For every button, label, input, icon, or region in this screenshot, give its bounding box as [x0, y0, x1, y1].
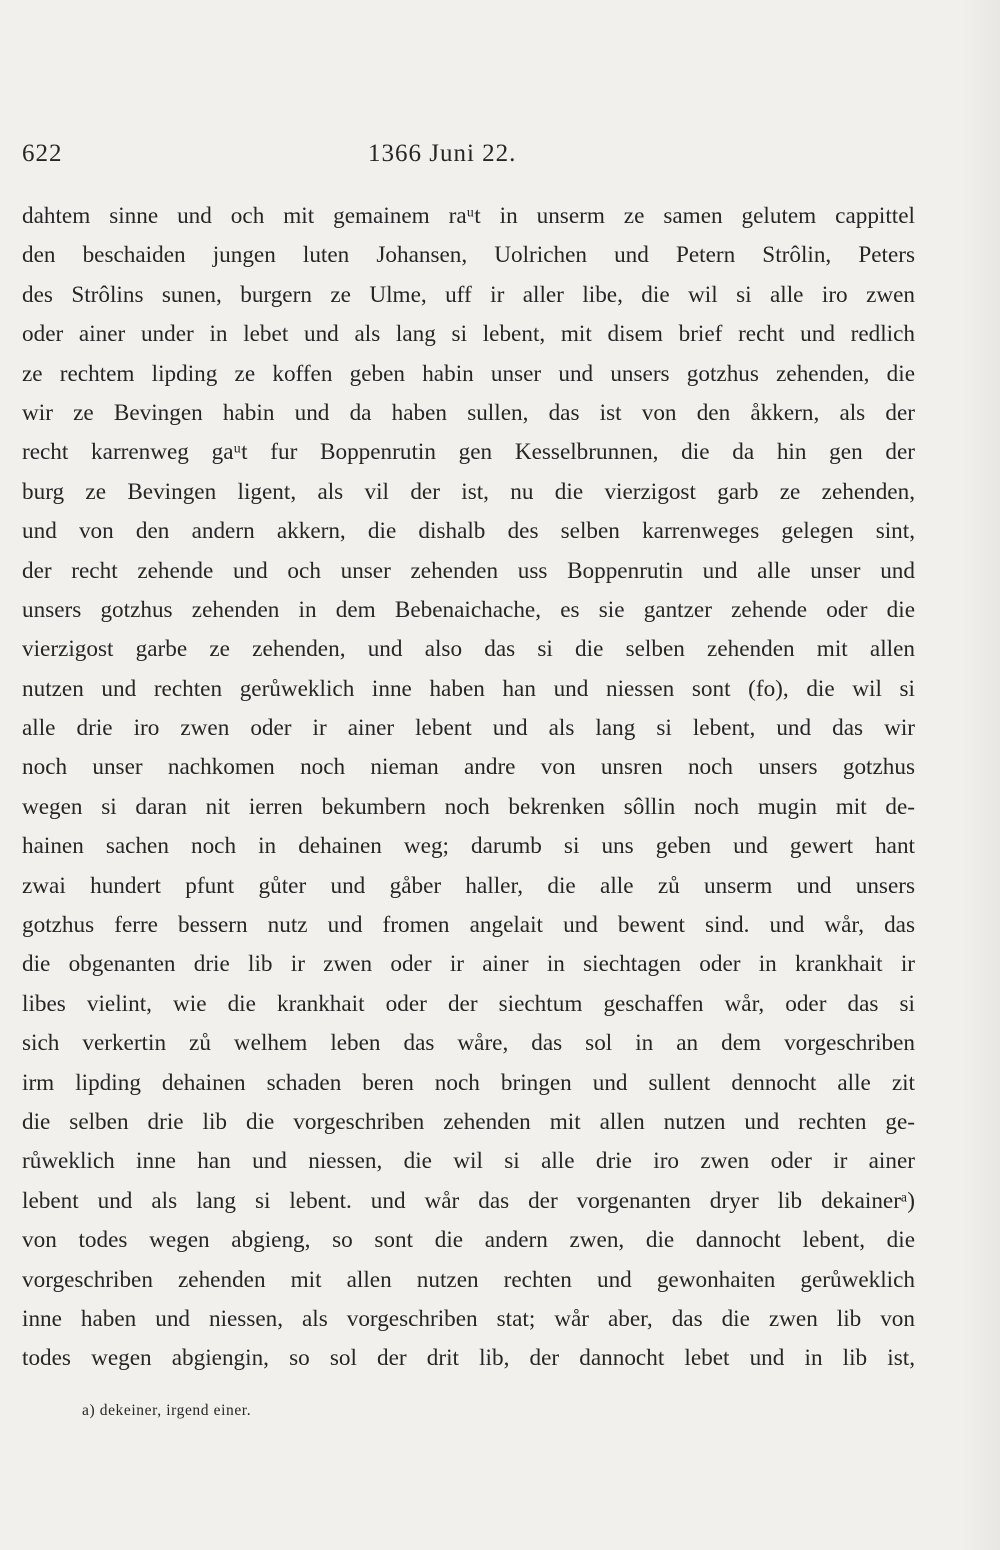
text-line: wegen si daran nit ierren bekumbern noch bekrenken sôllin noch mugin mit de-	[22, 793, 915, 820]
text-line: todes wegen abgiengin, so sol der drit lib, der dannocht lebet und in lib ist,	[22, 1345, 915, 1372]
text-line: der recht zehende und och unser zehenden uss Boppenrutin und alle unser und	[22, 557, 915, 584]
text-line: dahtem sinne und och mit gemainem raᵘt in unserm ze samen gelutem cappittel	[22, 203, 915, 229]
text-line: gotzhus ferre bessern nutz und fromen angelait und bewent sind. und wår, das	[22, 912, 915, 939]
text-line: lebent und als lang si lebent. und wår das der vorgenanten dryer lib dekainerᵃ)	[22, 1187, 915, 1214]
text-line: zwai hundert pfunt gůter und gåber haller, die alle zů unserm und unsers	[22, 872, 915, 899]
footnote: a) dekeiner, irgend einer.	[82, 1402, 252, 1419]
text-line: ze rechtem lipding ze koffen geben habin unser und unsers gotzhus zehenden, die	[22, 360, 915, 387]
page-number: 622	[22, 140, 63, 167]
text-line: wir ze Bevingen habin und da haben sullen, das ist von den åkkern, als der	[22, 399, 915, 426]
text-line: vorgeschriben zehenden mit allen nutzen rechten und gewonhaiten gerůweklich	[22, 1266, 915, 1293]
text-line: oder ainer under in lebet und als lang si lebent, mit disem brief recht und redlich	[22, 321, 915, 348]
text-line: sich verkertin zů welhem leben das wåre, das sol in an dem vorgeschriben	[22, 1030, 915, 1057]
text-line: irm lipding dehainen schaden beren noch bringen und sullent dennocht alle zit	[22, 1069, 915, 1096]
page-edge-shadow	[960, 0, 1000, 1550]
text-line: die selben drie lib die vorgeschriben zehenden mit allen nutzen und rechten ge-	[22, 1108, 915, 1135]
text-line: růweklich inne han und niessen, die wil si alle drie iro zwen oder ir ainer	[22, 1148, 915, 1175]
text-line: burg ze Bevingen ligent, als vil der ist, nu die vierzigost garb ze zehenden,	[22, 478, 915, 505]
text-line: inne haben und niessen, als vorgeschriben stat; wår aber, das die zwen lib von	[22, 1305, 915, 1332]
text-line: alle drie iro zwen oder ir ainer lebent und als lang si lebent, und das wir	[22, 715, 915, 742]
text-line: nutzen und rechten gerůweklich inne haben han und niessen sont (fo), die wil si	[22, 675, 915, 702]
text-line: recht karrenweg gaᵘt fur Boppenrutin gen Kesselbrunnen, die da hin gen der	[22, 439, 915, 466]
text-line: unsers gotzhus zehenden in dem Bebenaichache, es sie gantzer zehende oder die	[22, 596, 915, 623]
text-line: von todes wegen abgieng, so sont die andern zwen, die dannocht lebent, die	[22, 1227, 915, 1254]
text-line: die obgenanten drie lib ir zwen oder ir ainer in siechtagen oder in krankhait ir	[22, 951, 915, 978]
text-line: noch unser nachkomen noch nieman andre von unsren noch unsers gotzhus	[22, 754, 915, 781]
text-line: vierzigost garbe ze zehenden, und also das si die selben zehenden mit allen	[22, 636, 915, 663]
text-line: des Strôlins sunen, burgern ze Ulme, uff ir aller libe, die wil si alle iro zwen	[22, 281, 915, 308]
body-text	[22, 197, 915, 1379]
text-line: und von den andern akkern, die dishalb des selben karrenweges gelegen sint,	[22, 518, 915, 545]
text-line: den beschaiden jungen luten Johansen, Uolrichen und Petern Strôlin, Peters	[22, 242, 915, 269]
page-header	[22, 140, 582, 176]
text-line: libes vielint, wie die krankhait oder der siechtum geschaffen wår, oder das si	[22, 990, 915, 1017]
running-head: 1366 Juni 22.	[368, 140, 517, 167]
text-line: hainen sachen noch in dehainen weg; darumb si uns geben und gewert hant	[22, 833, 915, 860]
